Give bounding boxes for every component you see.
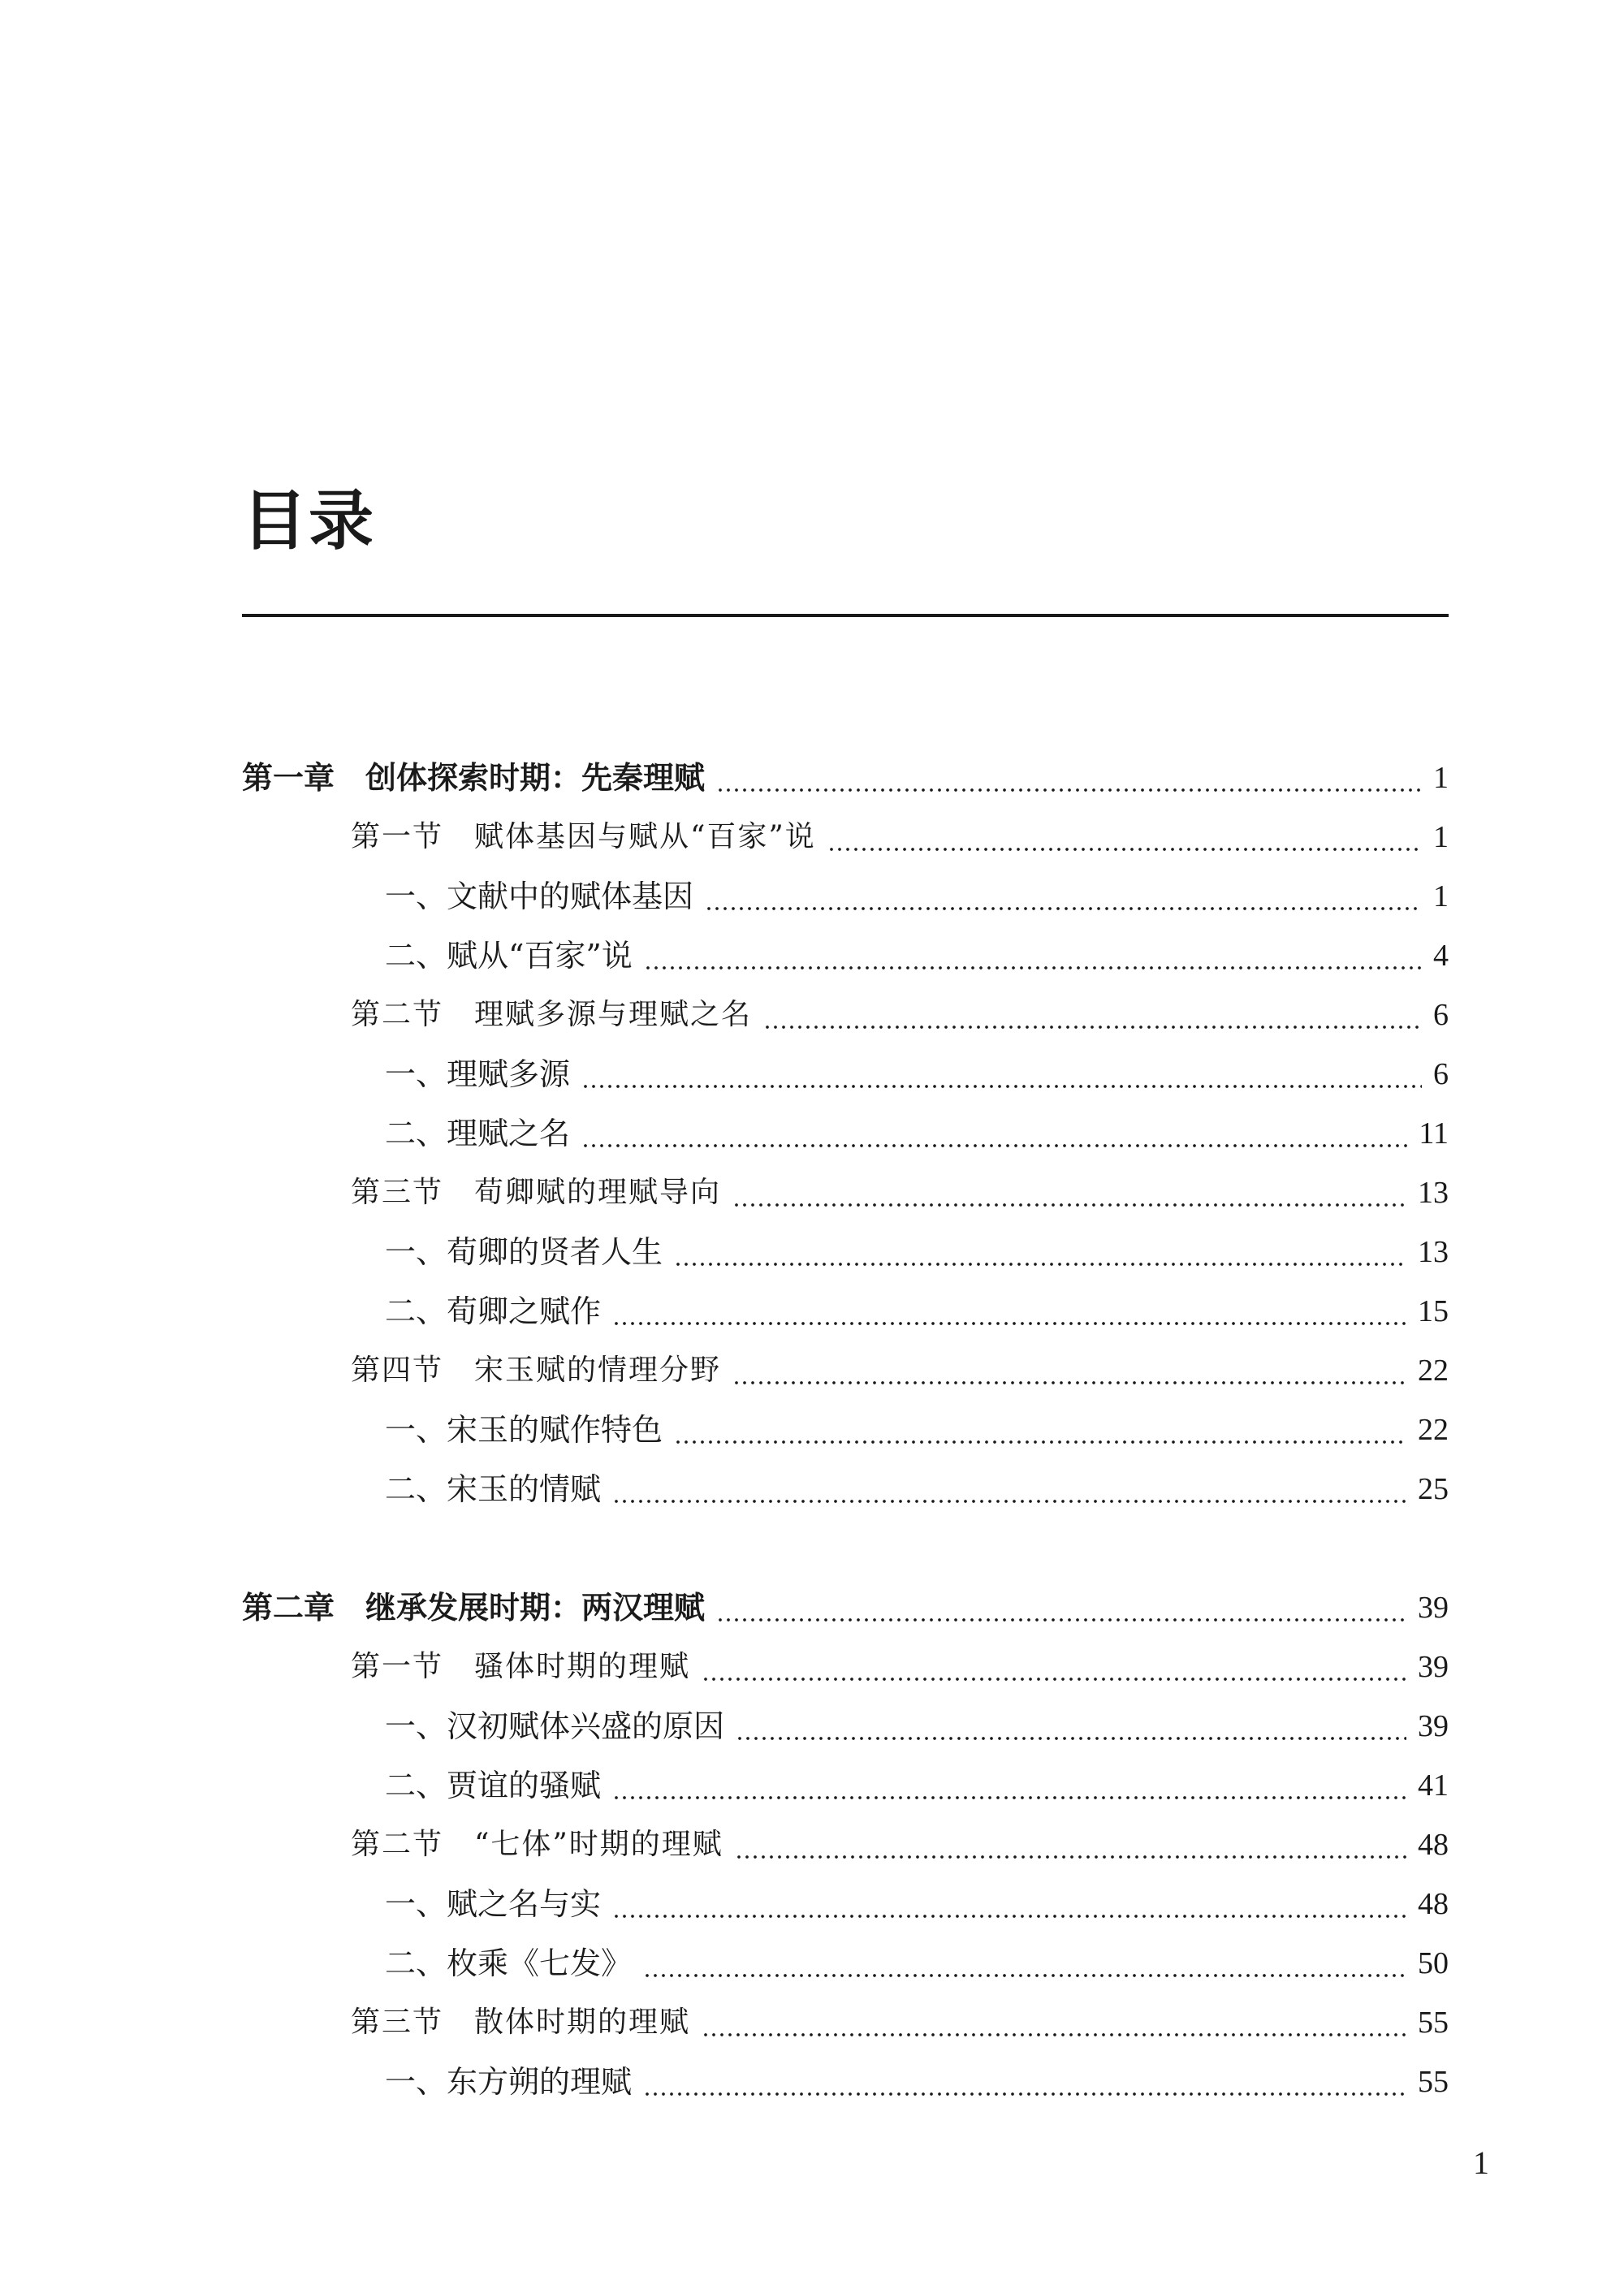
toc-entry-page: 13 [1418, 1176, 1449, 1210]
dot-leader [644, 933, 1422, 978]
toc-entry-page: 39 [1418, 1650, 1449, 1684]
toc-entry-page: 13 [1418, 1235, 1449, 1269]
toc-entry[interactable] [385, 1229, 1449, 1275]
table-of-contents [242, 0, 1449, 2293]
toc-entry-label: 第三节 散体时期的理赋 [351, 2006, 691, 2039]
page-title: 目录 [242, 483, 375, 559]
toc-entry-page: 50 [1418, 1946, 1449, 1980]
toc-entry-label: 第二章 继承发展时期：两汉理赋 [242, 1590, 706, 1626]
toc-entry-label: 一、宋玉的赋作特色 [385, 1412, 663, 1448]
toc-entry-page: 55 [1418, 2065, 1449, 2099]
page-number: 1 [1473, 2144, 1489, 2181]
toc-entry[interactable] [385, 1941, 1449, 1986]
toc-entry-page: 48 [1418, 1828, 1449, 1862]
dot-leader [732, 1170, 1406, 1216]
toc-entry[interactable] [385, 2059, 1449, 2105]
toc-entry-label: 第三节 荀卿赋的理赋导向 [351, 1176, 722, 1209]
toc-entry[interactable] [242, 755, 1449, 801]
dot-leader [643, 2059, 1406, 2105]
toc-entry-page: 48 [1418, 1887, 1449, 1921]
toc-entry[interactable] [385, 1289, 1449, 1334]
dot-leader [716, 1585, 1406, 1630]
toc-entry-page: 39 [1418, 1591, 1449, 1625]
dot-leader [674, 1407, 1406, 1453]
toc-entry-page: 41 [1418, 1768, 1449, 1803]
toc-entry[interactable] [385, 874, 1449, 919]
dot-leader [612, 1466, 1406, 1512]
dot-leader [612, 1289, 1406, 1334]
toc-entry-label: 第四节 宋玉赋的情理分野 [351, 1354, 722, 1387]
toc-entry-label: 二、贾谊的骚赋 [385, 1768, 602, 1803]
toc-entry-label: 第一节 赋体基因与赋从“百家”说 [351, 820, 816, 853]
toc-entry[interactable] [351, 1822, 1449, 1868]
toc-entry[interactable] [351, 1644, 1449, 1690]
toc-entry-page: 6 [1433, 1057, 1449, 1091]
toc-entry[interactable] [385, 1466, 1449, 1512]
toc-entry[interactable] [351, 2000, 1449, 2045]
toc-entry-page: 55 [1418, 2006, 1449, 2040]
toc-entry-label: 二、赋从“百家”说 [385, 938, 633, 974]
toc-entry[interactable] [385, 1881, 1449, 1927]
dot-leader [702, 1644, 1406, 1690]
toc-entry-label: 一、东方朔的理赋 [385, 2064, 633, 2100]
toc-entry[interactable] [242, 1585, 1449, 1630]
toc-entry-label: 第二节 “七体”时期的理赋 [351, 1828, 723, 1861]
toc-entry-label: 第二节 理赋多源与理赋之名 [351, 998, 753, 1031]
dot-leader [581, 1111, 1407, 1156]
dot-leader [735, 1822, 1406, 1868]
toc-entry-page: 39 [1418, 1709, 1449, 1743]
toc-entry-label: 二、宋玉的情赋 [385, 1471, 602, 1507]
toc-entry-page: 6 [1433, 998, 1449, 1032]
toc-entry-label: 一、赋之名与实 [385, 1886, 602, 1922]
toc-entry-label: 二、理赋之名 [385, 1116, 571, 1151]
dot-leader [581, 1051, 1422, 1097]
toc-entry[interactable] [351, 992, 1449, 1038]
toc-entry[interactable] [385, 1111, 1449, 1156]
toc-entry-page: 15 [1418, 1294, 1449, 1328]
dot-leader [674, 1229, 1406, 1275]
toc-entry-label: 一、文献中的赋体基因 [385, 879, 694, 914]
toc-entry[interactable] [385, 1763, 1449, 1808]
toc-entry[interactable] [385, 1704, 1449, 1749]
toc-entry[interactable] [351, 1348, 1449, 1393]
toc-entry[interactable] [385, 933, 1449, 978]
toc-entry[interactable] [351, 1170, 1449, 1216]
toc-entry-label: 第一节 骚体时期的理赋 [351, 1650, 691, 1683]
toc-entry-page: 1 [1433, 820, 1449, 854]
toc-entry-page: 1 [1433, 761, 1449, 795]
toc-entry-label: 一、汉初赋体兴盛的原因 [385, 1708, 725, 1744]
toc-entry-page: 4 [1433, 939, 1449, 973]
toc-entry-label: 二、荀卿之赋作 [385, 1293, 602, 1329]
toc-entry-page: 25 [1418, 1472, 1449, 1506]
toc-entry-label: 一、理赋多源 [385, 1056, 571, 1092]
dot-leader [732, 1348, 1406, 1393]
dot-leader [612, 1763, 1406, 1808]
toc-entry[interactable] [351, 814, 1449, 860]
toc-entry-page: 22 [1418, 1354, 1449, 1388]
dot-leader [643, 1941, 1406, 1986]
dot-leader [736, 1704, 1406, 1749]
dot-leader [827, 814, 1422, 860]
dot-leader [702, 2000, 1406, 2045]
dot-leader [705, 874, 1422, 919]
toc-entry-label: 一、荀卿的贤者人生 [385, 1234, 663, 1270]
dot-leader [716, 755, 1422, 801]
toc-entry-page: 1 [1433, 879, 1449, 913]
dot-leader [612, 1881, 1406, 1927]
toc-entry-label: 二、枚乘《七发》 [385, 1945, 633, 1981]
dot-leader [763, 992, 1422, 1038]
toc-entry-page: 11 [1419, 1116, 1449, 1151]
toc-entry-page: 22 [1418, 1413, 1449, 1447]
toc-entry-label: 第一章 创体探索时期：先秦理赋 [242, 760, 706, 796]
toc-entry[interactable] [385, 1051, 1449, 1097]
toc-entry[interactable] [385, 1407, 1449, 1453]
